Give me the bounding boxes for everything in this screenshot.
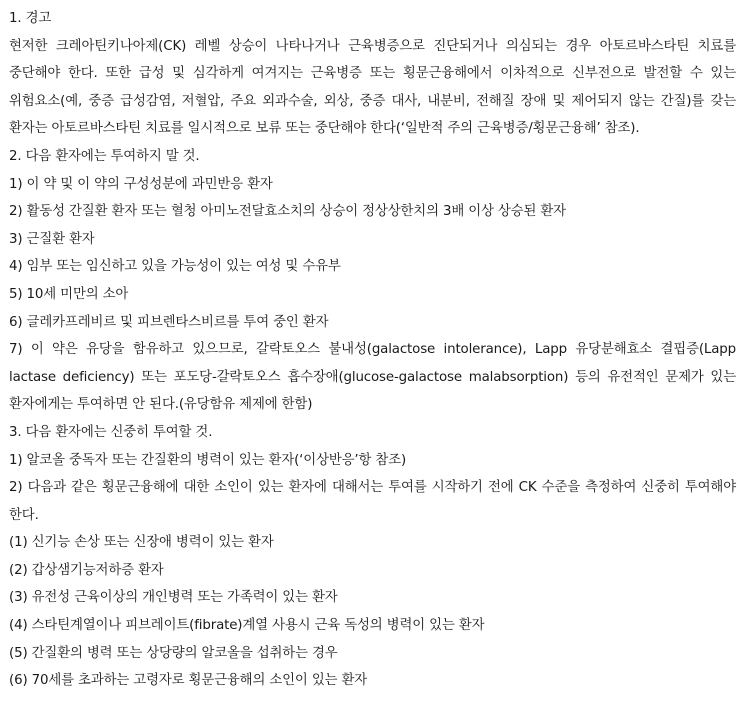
list-item: 6) 글레카프레비르 및 피브렌타스비르를 투여 중인 환자 xyxy=(9,314,329,330)
list-item: 2) 활동성 간질환 환자 또는 혈청 아미노전달효소치의 상승이 정상상한치의 3배 이상 상승된 환자 xyxy=(9,204,566,220)
sub-list-item: (6) 70세를 초과하는 고령자로 횡문근융해의 소인이 있는 환자 xyxy=(9,673,368,689)
sub-list-item: (1) 신기능 손상 또는 신장애 병력이 있는 환자 xyxy=(9,535,274,551)
list-item: 7) 이 약은 유당을 함유하고 있으므로, 갈락토오스 불내성(galactose intolerance), Lapp 유당분해효소 결핍증(Lapp lactase deficiency) 또는 포도당-갈락토오스 흡수장애(glucose-galactose malabsorption) 등의 유전적인 문제가 있는 환자에게는 투여하면 안 된다.(유당함유 제제에 한함) xyxy=(9,342,736,413)
sub-list-item: (2) 갑상샘기능저하증 환자 xyxy=(9,562,164,578)
section-heading-warning: 1. 경고 xyxy=(9,11,52,26)
sub-list-item: (3) 유전성 근육이상의 개인병력 또는 가족력이 있는 환자 xyxy=(9,590,338,606)
list-item: 2) 다음과 같은 횡문근융해에 대한 소인이 있는 환자에 대해서는 투여를 시작하기 전에 CK 수준을 측정하여 신중히 투여해야 한다. xyxy=(9,480,736,523)
section-heading-caution: 3. 다음 환자에는 신중히 투여할 것. xyxy=(9,424,213,440)
list-item: 1) 이 약 및 이 약의 구성성분에 과민반응 환자 xyxy=(9,176,273,192)
list-item: 4) 임부 또는 임신하고 있을 가능성이 있는 여성 및 수유부 xyxy=(9,259,341,275)
warning-paragraph: 현저한 크레아틴키나아제(CK) 레벨 상승이 나타나거나 근육병증으로 진단되거나 의심되는 경우 아토르바스타틴 치료를 중단해야 한다. 또한 급성 및 심각하게 여겨지는 근육병증 또는 횡문근융해에서 이차적으로 신부전으로 발전할 수 있는 위험요소(예, 중증 급성감염, 저혈압, 주요 외과수술, 외상, 중증 대사, 내분비, 전해질 장애 및 제어되지 않는 간질)를 갖는 환자는 아토르바스타틴 치료를 일시적으로 보류 또는 중단해야 한다(‘일반적 주의 근육병증/횡문근융해’ 참조). xyxy=(9,38,736,137)
list-item: 1) 알코올 중독자 또는 간질환의 병력이 있는 환자(‘이상반응’항 참조) xyxy=(9,452,407,468)
sub-list-item: (5) 간질환의 병력 또는 상당량의 알코올을 섭취하는 경우 xyxy=(9,645,338,661)
list-item: 3) 근질환 환자 xyxy=(9,231,95,247)
sub-list-item: (4) 스타틴계열이나 피브레이트(fibrate)계열 사용시 근육 독성의 병력이 있는 환자 xyxy=(9,618,485,634)
section-heading-contraindications: 2. 다음 환자에는 투여하지 말 것. xyxy=(9,148,200,164)
list-item: 5) 10세 미만의 소아 xyxy=(9,286,129,302)
